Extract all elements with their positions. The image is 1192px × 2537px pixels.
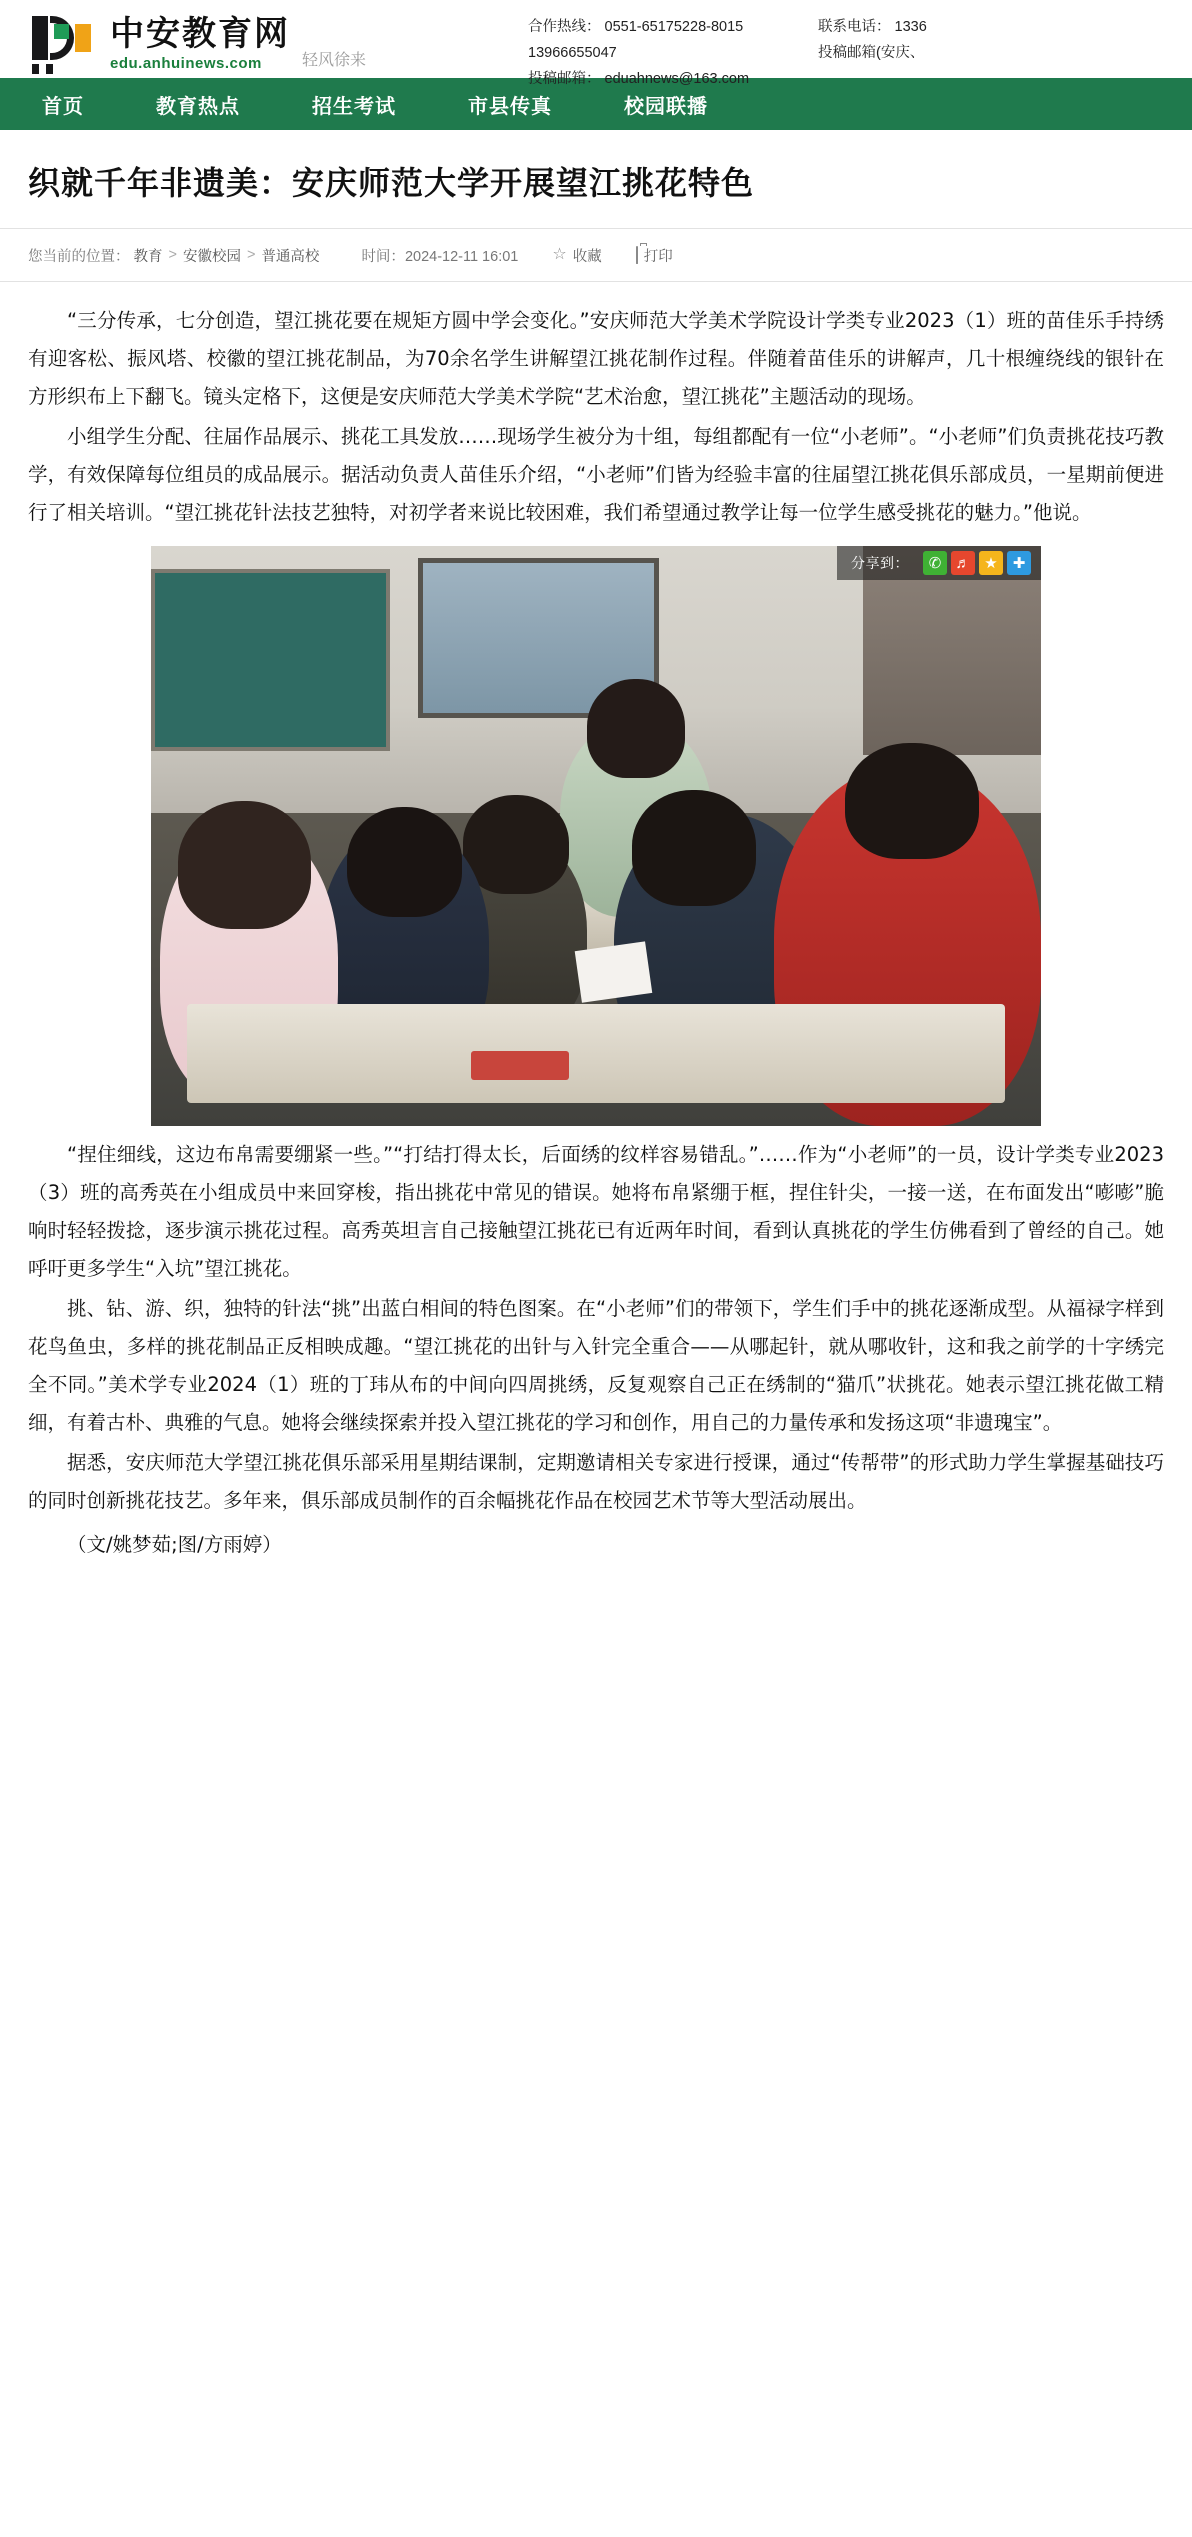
submission-email: 投稿邮箱： eduahnews@163.com: [528, 71, 750, 87]
print-button[interactable]: [636, 245, 673, 266]
article-signature: （文/姚梦茹;图/方雨婷）: [67, 1533, 282, 1556]
contact-phone: 联系电话： 1336: [818, 19, 927, 35]
printer-icon: [636, 248, 638, 263]
favorite-button[interactable]: [552, 245, 601, 266]
breadcrumb-label: 您当前的位置：: [28, 248, 130, 265]
article-body: [0, 282, 1192, 1590]
article-figure: [28, 546, 1164, 1126]
breadcrumb: [0, 228, 1192, 282]
more-share-icon[interactable]: ✚: [1007, 551, 1031, 575]
wechat-share-icon[interactable]: ✆: [923, 551, 947, 575]
publish-time-label: 时间：: [361, 248, 405, 265]
weibo-share-icon[interactable]: ♬: [951, 551, 975, 575]
print-label: 打印: [643, 248, 673, 265]
contact-info-right: [818, 14, 1172, 66]
publish-time-value: 2024-12-11 16:01: [404, 248, 519, 265]
breadcrumb-separator-2: >: [246, 247, 256, 263]
breadcrumb-item-universities[interactable]: 普通高校: [261, 248, 320, 265]
share-label: 分享到：: [851, 555, 909, 571]
logo-text: [110, 14, 290, 74]
logo-url: edu.anhuinews.com: [110, 55, 262, 72]
article-paragraph: 挑、钻、游、织，独特的针法“挑”出蓝白相间的特色图案。在“小老师”们的带领下，学生们手中的挑花逐渐成型。从福禄字样到花鸟鱼虫，多样的挑花制品正反相映成趣。“望江挑花的出针与入针完全重合——从哪起针，就从哪收针，这和我之前学的十字绣完全不同。”美术学专业2024（1）班的丁玮从布的中间向四周挑绣，反复观察自己正在绣制的“猫爪”状挑花。她表示望江挑花做工精细，有着古朴、典雅的气息。她将会继续探索并投入望江挑花的学习和创作，用自己的力量传承和发扬这项“非遗瑰宝”。: [28, 1297, 1164, 1434]
article-photo: [151, 546, 1041, 1126]
article-paragraph: “三分传承，七分创造，望江挑花要在规矩方圆中学会变化。”安庆师范大学美术学院设计学类专业2023（1）班的苗佳乐手持绣有迎客松、振风塔、校徽的望江挑花制品，为70余名学生讲解望江挑花制作过程。伴随着苗佳乐的讲解声，几十根缠绕线的银针在方形织布上下翻飞。镜头定格下，这便是安庆师范大学美术学院“艺术治愈，望江挑花”主题活动的现场。: [28, 309, 1164, 408]
logo-calligraphy: 轻风徐来: [302, 50, 367, 69]
site-logo[interactable]: [28, 14, 528, 74]
article-paragraph: 小组学生分配、往届作品展示、挑花工具发放……现场学生被分为十组，每组都配有一位“小老师”。“小老师”们负责挑花技巧教学，有效保障每位组员的成品展示。据活动负责人苗佳乐介绍，“小老师”们皆为经验丰富的往届望江挑花俱乐部成员，一星期前便进行了相关培训。“望江挑花针法技艺独特，对初学者来说比较困难，我们希望通过教学让每一位学生感受挑花的魅力。”他说。: [28, 425, 1164, 524]
site-header: [0, 0, 1192, 87]
breadcrumb-item-education[interactable]: 教育: [133, 248, 163, 265]
publish-time: [361, 245, 518, 266]
nav-item-education-hot[interactable]: 教育热点: [156, 93, 240, 118]
breadcrumb-separator-1: >: [168, 247, 177, 263]
regional-submission-email: 投稿邮箱(安庆、: [818, 45, 925, 61]
page-title: 织就千年非遗美：安庆师范大学开展望江挑花特色: [28, 164, 755, 202]
qzone-share-icon[interactable]: ★: [979, 551, 1003, 575]
article-paragraph: “捏住细线，这边布帛需要绷紧一些。”“打结打得太长，后面绣的纹样容易错乱。”……作为“小老师”的一员，设计学类专业2023（3）班的高秀英在小组成员中来回穿梭，指出挑花中常见的错误。她将布帛紧绷于框，捏住针尖，一接一送，在布面发出“嘭嘭”脆响时轻轻拨捻，逐步演示挑花过程。高秀英坦言自己接触望江挑花已有近两年时间，看到认真挑花的学生仿佛看到了曾经的自己。她呼吁更多学生“入坑”望江挑花。: [28, 1143, 1164, 1280]
nav-item-city-county-fax[interactable]: 市县传真: [468, 93, 552, 118]
breadcrumb-item-anhui-campus[interactable]: 安徽校园: [182, 248, 241, 265]
share-bar: [837, 546, 1041, 580]
nav-item-home[interactable]: 首页: [42, 93, 84, 118]
logo-title-cn: 中安教育网: [110, 14, 290, 54]
contact-info-left: [528, 14, 818, 92]
nav-item-campus-broadcast[interactable]: 校园联播: [624, 93, 708, 118]
nav-item-admission-exam[interactable]: 招生考试: [312, 93, 396, 118]
article-paragraph: 据悉，安庆师范大学望江挑花俱乐部采用星期结课制，定期邀请相关专家进行授课，通过“传帮带”的形式助力学生掌握基础技巧的同时创新挑花技艺。多年来，俱乐部成员制作的百余幅挑花作品在校园艺术节等大型活动展出。: [28, 1451, 1164, 1512]
star-icon: ☆: [552, 246, 567, 263]
brand-logo-icon: [28, 14, 100, 74]
cooperation-hotline: 合作热线： 0551-65175228-8015 13966655047: [528, 19, 744, 61]
favorite-label: 收藏: [572, 248, 602, 265]
